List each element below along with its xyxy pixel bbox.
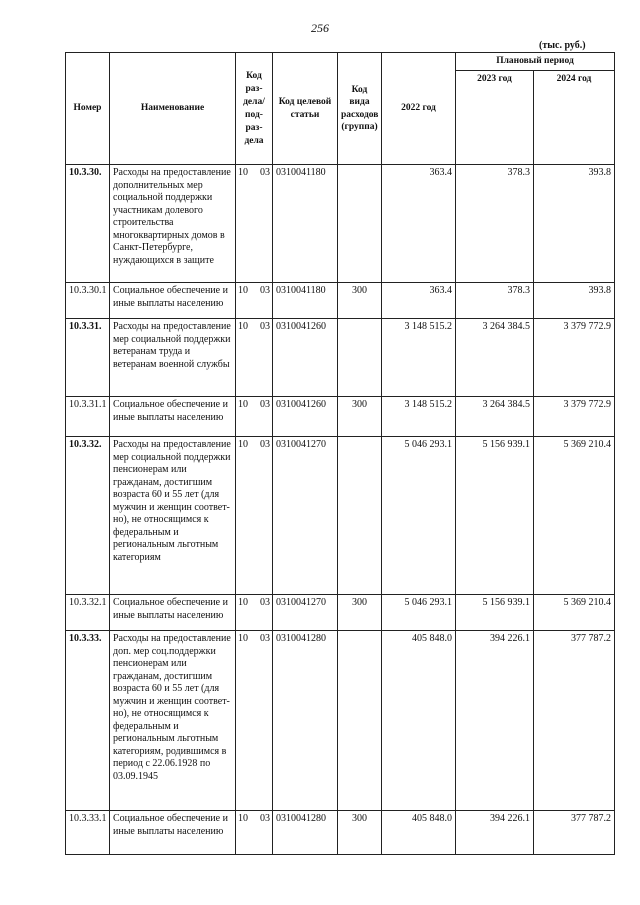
table-body xyxy=(66,165,615,855)
row-target-code: 0310041260 xyxy=(273,319,338,397)
row-podrazdel: 03 xyxy=(260,321,270,332)
row-expense-code: 300 xyxy=(338,595,382,631)
row-section-code xyxy=(236,165,273,283)
row-section-code xyxy=(236,631,273,811)
row-expense-code: 300 xyxy=(338,811,382,855)
row-target-code: 0310041180 xyxy=(273,165,338,283)
row-name: Расходы на предоставление доп. мер соц.поддержки пенсионерам или гражданам, достигшим возраста 60 и 55 лет (для мужчин и женщин соответ-но), не относящимся к федеральным и региональным льготным категориям, родившимся в период с 22.06.1928 по 03.09.1945 xyxy=(110,631,236,811)
header-target-code: Код целевой статьи xyxy=(273,53,338,165)
row-section-code xyxy=(236,283,273,319)
table-row xyxy=(66,283,615,319)
row-expense-code xyxy=(338,437,382,595)
row-target-code: 0310041270 xyxy=(273,437,338,595)
row-number: 10.3.32.1 xyxy=(66,595,110,631)
row-year-2022: 3 148 515.2 xyxy=(382,319,456,397)
header-section-code: Код раз-дела/ под-раз-дела xyxy=(236,53,273,165)
header-year-2023: 2023 год xyxy=(456,71,534,165)
budget-table xyxy=(65,52,615,855)
row-year-2022: 5 046 293.1 xyxy=(382,437,456,595)
row-year-2022: 405 848.0 xyxy=(382,811,456,855)
row-year-2023: 394 226.1 xyxy=(456,811,534,855)
row-podrazdel: 03 xyxy=(260,167,270,178)
header-number: Номер xyxy=(66,53,110,165)
header-year-2024: 2024 год xyxy=(534,71,615,165)
row-podrazdel: 03 xyxy=(260,597,270,608)
row-year-2024: 377 787.2 xyxy=(534,631,615,811)
page-number: 256 xyxy=(311,21,329,35)
row-razdel: 10 xyxy=(238,321,248,332)
row-year-2024: 3 379 772.9 xyxy=(534,397,615,437)
row-year-2022: 5 046 293.1 xyxy=(382,595,456,631)
row-year-2023: 5 156 939.1 xyxy=(456,437,534,595)
row-number: 10.3.31.1 xyxy=(66,397,110,437)
row-section-code xyxy=(236,595,273,631)
row-name: Социальное обеспечение и иные выплаты населению xyxy=(110,595,236,631)
row-year-2024: 5 369 210.4 xyxy=(534,595,615,631)
row-razdel: 10 xyxy=(238,813,248,824)
row-name: Расходы на предоставление мер социальной поддержки пенсионерам или гражданам, достигшим возраста 60 и 55 лет (для мужчин и женщин соответ-но), не относящимся к федеральным и региональным льготным категориям xyxy=(110,437,236,595)
row-name: Социальное обеспечение и иные выплаты населению xyxy=(110,811,236,855)
row-year-2022: 3 148 515.2 xyxy=(382,397,456,437)
row-year-2024: 393.8 xyxy=(534,165,615,283)
row-year-2023: 3 264 384.5 xyxy=(456,319,534,397)
header-expense-code: Код вида расходов (группа) xyxy=(338,53,382,165)
table-row xyxy=(66,631,615,811)
row-number: 10.3.30.1 xyxy=(66,283,110,319)
row-section-code xyxy=(236,811,273,855)
row-razdel: 10 xyxy=(238,597,248,608)
row-name: Социальное обеспечение и иные выплаты населению xyxy=(110,283,236,319)
table-row xyxy=(66,811,615,855)
table-row xyxy=(66,319,615,397)
row-target-code: 0310041270 xyxy=(273,595,338,631)
row-section-code xyxy=(236,437,273,595)
table-row xyxy=(66,397,615,437)
row-name: Расходы на предоставление дополнительных мер социальной поддержки участникам долевого строительства многоквартирных домов в Санкт-Петербурге, нуждающихся в защите xyxy=(110,165,236,283)
row-expense-code: 300 xyxy=(338,283,382,319)
row-podrazdel: 03 xyxy=(260,399,270,410)
row-target-code: 0310041260 xyxy=(273,397,338,437)
row-razdel: 10 xyxy=(238,167,248,178)
row-number: 10.3.30. xyxy=(66,165,110,283)
row-year-2023: 5 156 939.1 xyxy=(456,595,534,631)
row-number: 10.3.33. xyxy=(66,631,110,811)
row-razdel: 10 xyxy=(238,285,248,296)
row-podrazdel: 03 xyxy=(260,633,270,644)
row-year-2023: 378.3 xyxy=(456,165,534,283)
row-section-code xyxy=(236,319,273,397)
row-section-code xyxy=(236,397,273,437)
row-year-2023: 394 226.1 xyxy=(456,631,534,811)
row-year-2022: 363.4 xyxy=(382,283,456,319)
row-expense-code xyxy=(338,319,382,397)
row-expense-code xyxy=(338,165,382,283)
row-razdel: 10 xyxy=(238,399,248,410)
row-name: Социальное обеспечение и иные выплаты населению xyxy=(110,397,236,437)
row-number: 10.3.31. xyxy=(66,319,110,397)
row-target-code: 0310041280 xyxy=(273,811,338,855)
row-podrazdel: 03 xyxy=(260,439,270,450)
row-name: Расходы на предоставление мер социальной поддержки ветеранам труда и ветеранам военной службы xyxy=(110,319,236,397)
table-row xyxy=(66,595,615,631)
table-row xyxy=(66,165,615,283)
header-year-2022: 2022 год xyxy=(382,53,456,165)
row-razdel: 10 xyxy=(238,633,248,644)
row-year-2022: 405 848.0 xyxy=(382,631,456,811)
row-number: 10.3.32. xyxy=(66,437,110,595)
row-razdel: 10 xyxy=(238,439,248,450)
row-year-2024: 377 787.2 xyxy=(534,811,615,855)
row-number: 10.3.33.1 xyxy=(66,811,110,855)
row-year-2023: 3 264 384.5 xyxy=(456,397,534,437)
row-year-2023: 378.3 xyxy=(456,283,534,319)
row-expense-code: 300 xyxy=(338,397,382,437)
header-name: Наименование xyxy=(110,53,236,165)
row-target-code: 0310041280 xyxy=(273,631,338,811)
header-planning-period: Плановый период xyxy=(456,53,615,71)
table-row xyxy=(66,437,615,595)
row-year-2024: 5 369 210.4 xyxy=(534,437,615,595)
units-label: (тыс. руб.) xyxy=(539,40,586,51)
row-year-2024: 393.8 xyxy=(534,283,615,319)
row-podrazdel: 03 xyxy=(260,285,270,296)
row-podrazdel: 03 xyxy=(260,813,270,824)
row-year-2024: 3 379 772.9 xyxy=(534,319,615,397)
row-year-2022: 363.4 xyxy=(382,165,456,283)
row-expense-code xyxy=(338,631,382,811)
row-target-code: 0310041180 xyxy=(273,283,338,319)
